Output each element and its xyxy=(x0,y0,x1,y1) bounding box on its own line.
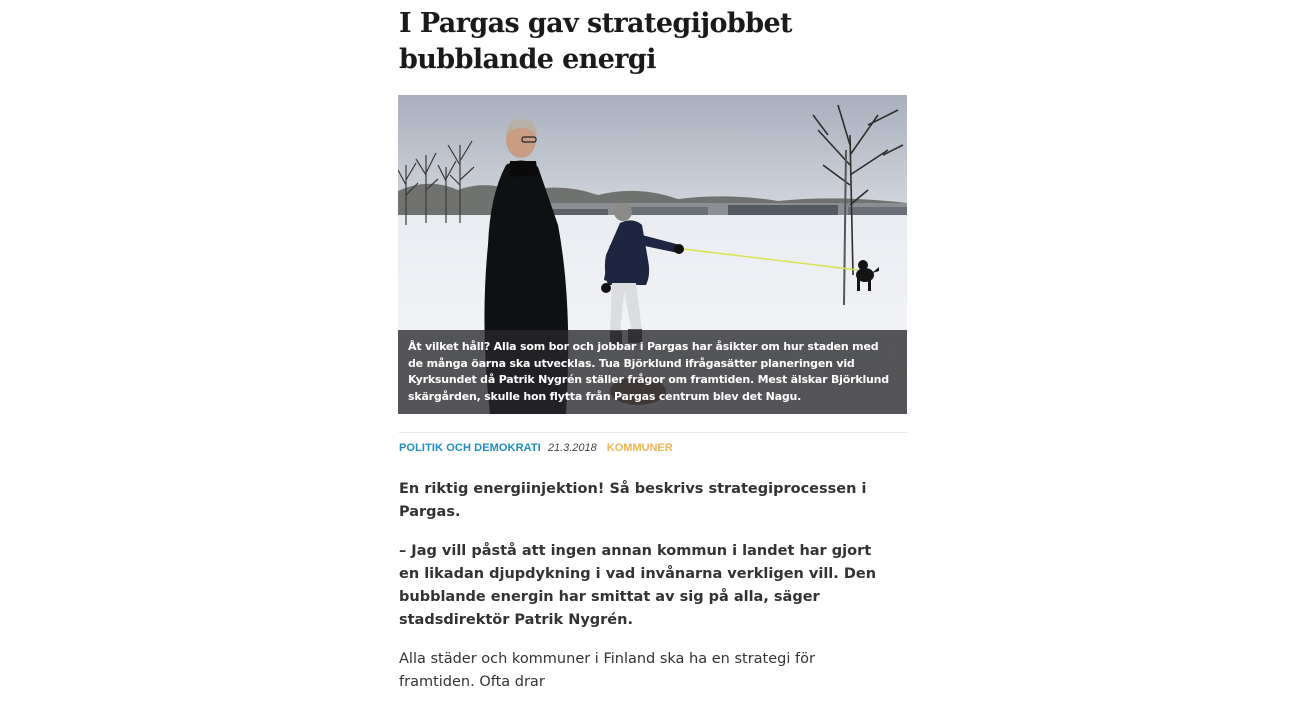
article-body xyxy=(399,478,889,710)
article-quote: – Jag vill påstå att ingen annan kommun i landet har gjort en likadan djupdykning i vad invånarna verkligen vill. Den bubblande energin har smittat av sig på alla, säger stadsdirektör Patrik Nygrén. xyxy=(399,543,877,628)
article-lead: En riktig energiinjektion! Så beskrivs strategiprocessen i Pargas. xyxy=(399,481,867,520)
image-caption: Åt vilket håll? Alla som bor och jobbar i Pargas har åsikter om hur staden med de många öarna ska utvecklas. Tua Björklund ifrågasätter planeringen vid Kyrksundet då Patrik Nygrén ställer frågor om framtiden. Mest älskar Björklund skärgården, skulle hon flytta från Pargas centrum blev det Nagu. xyxy=(398,330,907,414)
publish-date: 21.3.2018 xyxy=(547,442,597,454)
article-meta xyxy=(399,440,673,456)
article xyxy=(399,0,907,690)
article-headline: I Pargas gav strategijobbet bubblande energi xyxy=(399,8,792,75)
category-link[interactable]: POLITIK OCH DEMOKRATI xyxy=(399,442,541,454)
tag-link[interactable]: KOMMUNER xyxy=(606,442,673,454)
article-image xyxy=(398,95,907,414)
meta-divider xyxy=(399,432,907,433)
article-paragraph: Alla städer och kommuner i Finland ska ha en strategi för framtiden. Ofta drar xyxy=(399,651,815,690)
